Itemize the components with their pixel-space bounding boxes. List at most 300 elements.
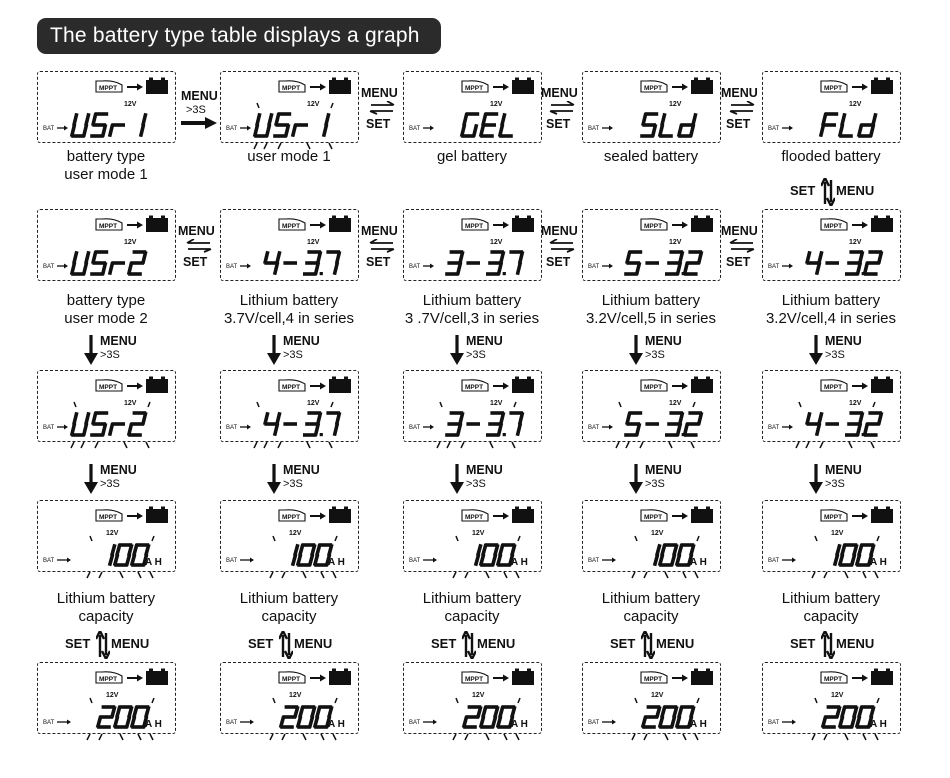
- enter-r4-4-label: MENU >3S: [645, 463, 682, 490]
- caption-row2-5: [736, 292, 926, 328]
- voltage-label: 12V: [849, 400, 862, 407]
- bat-arrowhead-icon: [247, 126, 251, 131]
- lcd-row3-1-digit: [129, 413, 145, 435]
- bat-label: BAT: [43, 126, 55, 132]
- bat-label: BAT: [409, 720, 421, 726]
- charge-arrowhead-icon: [503, 513, 509, 520]
- lcd-row2-4: [582, 209, 721, 281]
- enter-r3-1-label: MENU >3S: [100, 334, 137, 361]
- lcd-row1-3: [403, 71, 542, 143]
- bat-label: BAT: [226, 126, 238, 132]
- battery-icon: [871, 216, 893, 233]
- voltage-label: 12V: [307, 101, 320, 108]
- battery-icon: [512, 216, 534, 233]
- battery-icon: [146, 507, 168, 524]
- switch-r2-d-top-label: MENU: [721, 224, 758, 238]
- mppt-label: MPPT: [99, 514, 118, 521]
- lcd-row4-2-digit: [298, 545, 314, 565]
- bat-label: BAT: [409, 264, 421, 270]
- voltage-label: 12V: [849, 239, 862, 246]
- lcd-row3-5-digit: [847, 413, 862, 435]
- lcd-row5-4: [582, 662, 721, 734]
- lcd-row2-2-digit: [328, 252, 339, 273]
- mppt-label: MPPT: [824, 514, 843, 521]
- lcd-row2-5-digit: [865, 252, 881, 274]
- lcd-row4-5-digit: [835, 546, 839, 564]
- voltage-label: 12V: [289, 530, 302, 537]
- charge-arrowhead-icon: [503, 383, 509, 390]
- loop-flooded-toggle-arrow-icon: [821, 178, 835, 206]
- amp-hour-unit: A H: [690, 557, 707, 568]
- lcd-row2-3: [403, 209, 542, 281]
- menu-hold-label: MENU: [181, 89, 218, 103]
- lcd-row1-1-digit: [141, 115, 145, 135]
- battery-icon: [691, 507, 713, 524]
- blink-indicator-icon: [453, 536, 520, 578]
- lcd-row1-2-digit: [255, 115, 271, 136]
- caption-row1-2: [194, 148, 384, 166]
- bat-arrowhead-icon: [433, 558, 437, 563]
- hold-time-label: >3S: [645, 349, 665, 361]
- caption-row4-2: [194, 590, 384, 626]
- amp-hour-unit: A H: [328, 557, 345, 568]
- voltage-label: 12V: [106, 692, 119, 699]
- battery-icon: [512, 78, 534, 95]
- bat-arrowhead-icon: [247, 425, 251, 430]
- lcd-row3-2-digit: [305, 413, 320, 435]
- battery-icon: [146, 669, 168, 686]
- lcd-row1-4: [582, 71, 721, 143]
- lcd-row2-4-digit: [667, 252, 682, 274]
- lcd-row4-4: [582, 500, 721, 572]
- lcd-row5-4-digit: [660, 707, 676, 727]
- lcd-row2-1: [37, 209, 176, 281]
- charge-arrowhead-icon: [682, 84, 688, 91]
- lcd-row1-4-digit: [660, 115, 671, 136]
- lcd-row3-2-digit: [265, 414, 279, 434]
- mppt-label: MPPT: [644, 676, 663, 683]
- lcd-row4-3-digit: [481, 545, 497, 565]
- bat-label: BAT: [768, 425, 780, 431]
- blink-indicator-icon: [270, 536, 337, 578]
- lcd-row1-2: [220, 71, 359, 143]
- bat-arrowhead-icon: [67, 558, 71, 563]
- mppt-label: MPPT: [824, 85, 843, 92]
- bat-arrowhead-icon: [64, 425, 68, 430]
- charge-arrowhead-icon: [862, 675, 868, 682]
- hold-time-label: >3S: [283, 349, 303, 361]
- charge-arrowhead-icon: [862, 84, 868, 91]
- charge-arrowhead-icon: [320, 383, 326, 390]
- battery-icon: [691, 377, 713, 394]
- lcd-row5-5-digit: [840, 707, 856, 727]
- lcd-row1-5-digit: [821, 114, 836, 135]
- lcd-row1-1-digit: [72, 115, 88, 136]
- capacity-toggle-2-menu-label: MENU: [294, 636, 333, 651]
- enter-r4-1-label: MENU >3S: [100, 463, 137, 490]
- caption-row1-4: [556, 148, 746, 166]
- capacity-toggle-5-menu-label: MENU: [836, 636, 875, 651]
- mppt-label: MPPT: [282, 384, 301, 391]
- bat-arrowhead-icon: [792, 558, 796, 563]
- lcd-row4-2-digit: [293, 546, 297, 564]
- caption-row1-1-line: user mode 1: [64, 166, 148, 183]
- lcd-row2-2: [220, 209, 359, 281]
- battery-icon: [871, 78, 893, 95]
- blink-indicator-icon: [812, 536, 879, 578]
- lcd-row2-1-digit: [72, 253, 88, 274]
- lcd-row1-5-digit: [859, 115, 875, 136]
- lcd-row2-5-digit: [807, 253, 821, 273]
- hold-time-label: >3S: [645, 478, 665, 490]
- capacity-toggle-2-set-label: SET: [248, 636, 274, 651]
- lcd-row1-4-graphic: [583, 72, 722, 144]
- lcd-row3-1-digit: [92, 413, 106, 435]
- bat-arrowhead-icon: [430, 126, 434, 131]
- bat-label: BAT: [226, 425, 238, 431]
- lcd-row1-3-digit: [500, 115, 511, 136]
- battery-icon: [329, 377, 351, 394]
- lcd-row1-3-digit: [481, 114, 496, 136]
- lcd-row3-5: [762, 370, 901, 442]
- capacity-toggle-1-set-label: SET: [65, 636, 91, 651]
- lcd-row4-4-digit: [660, 545, 676, 565]
- mppt-label: MPPT: [465, 85, 484, 92]
- lcd-row2-1-digit: [110, 263, 123, 273]
- capacity-toggle-4-toggle-arrow-icon: [641, 631, 655, 659]
- lcd-row3-3: [403, 370, 542, 442]
- mppt-label: MPPT: [644, 384, 663, 391]
- switch-r1-a-top-label: MENU: [361, 86, 398, 100]
- enter-r3-5-down-arrow-icon: [809, 335, 823, 365]
- voltage-label: 12V: [669, 239, 682, 246]
- charge-arrowhead-icon: [320, 84, 326, 91]
- battery-icon: [691, 78, 713, 95]
- amp-hour-unit: A H: [145, 557, 162, 568]
- caption-row2-3-line: 3 .7V/cell,3 in series: [404, 310, 540, 327]
- bat-arrowhead-icon: [789, 126, 793, 131]
- switch-r1-b-bottom-label: SET: [546, 117, 571, 131]
- bat-label: BAT: [768, 264, 780, 270]
- enter-r4-5-down-arrow-icon: [809, 464, 823, 494]
- lcd-row4-4-digit: [655, 546, 659, 564]
- lcd-row3-1-graphic: [38, 371, 177, 443]
- lcd-row1-3-digit: [462, 114, 477, 136]
- enter-r4-2-down-arrow-icon: [267, 464, 281, 494]
- lcd-row1-2-digit: [275, 114, 289, 136]
- capacity-toggle-4-menu-label: MENU: [656, 636, 695, 651]
- charge-arrowhead-icon: [682, 383, 688, 390]
- capacity-toggle-1-toggle-arrow-icon: [96, 631, 110, 659]
- enter-arrow-icon: [181, 117, 217, 129]
- lcd-row3-2-graphic: [221, 371, 360, 443]
- battery-icon: [871, 507, 893, 524]
- charge-arrowhead-icon: [137, 675, 143, 682]
- lcd-row1-5-graphic: [763, 72, 902, 144]
- lcd-row2-5-graphic: [763, 210, 902, 282]
- lcd-row2-4-digit: [685, 252, 701, 274]
- lcd-row3-3-decimal-point: [503, 433, 506, 436]
- bat-label: BAT: [43, 264, 55, 270]
- switch-r2-d-bottom-label: SET: [726, 255, 751, 269]
- caption-row4-2-line: Lithium battery: [239, 590, 339, 607]
- lcd-row1-1-digit: [110, 125, 123, 135]
- lcd-row3-4-digit: [626, 413, 640, 435]
- caption-row1-1: [11, 148, 201, 184]
- caption-row4-5: [736, 590, 926, 626]
- bat-arrowhead-icon: [609, 126, 613, 131]
- charge-arrowhead-icon: [137, 222, 143, 229]
- lcd-row5-5-graphic: [763, 663, 902, 735]
- lcd-row1-1: [37, 71, 176, 143]
- caption-row4-4-line: capacity: [623, 608, 679, 625]
- lcd-row1-2-graphic: [221, 72, 360, 144]
- bat-arrowhead-icon: [64, 126, 68, 131]
- lcd-row3-5-digit: [807, 414, 821, 434]
- lcd-row4-5-digit: [840, 545, 856, 565]
- bat-label: BAT: [768, 720, 780, 726]
- caption-row1-1-line: battery type: [66, 148, 146, 165]
- enter-r3-3-down-arrow-icon: [450, 335, 464, 365]
- battery-icon: [512, 507, 534, 524]
- voltage-label: 12V: [490, 400, 503, 407]
- caption-row4-1-line: Lithium battery: [56, 590, 156, 607]
- enter-r4-1-down-arrow-icon: [84, 464, 98, 494]
- voltage-label: 12V: [307, 400, 320, 407]
- lcd-row3-1-digit: [72, 414, 88, 435]
- bat-label: BAT: [43, 425, 55, 431]
- enter-r4-2-label: MENU >3S: [283, 463, 320, 490]
- battery-icon: [691, 216, 713, 233]
- switch-r1-b-swap-arrow-icon: [549, 101, 577, 115]
- caption-row1-3-line: gel battery: [436, 148, 508, 165]
- voltage-label: 12V: [124, 239, 137, 246]
- voltage-label: 12V: [106, 530, 119, 537]
- hold-time-label: >3S: [466, 478, 486, 490]
- voltage-label: 12V: [490, 101, 503, 108]
- caption-row1-2-line: user mode 1: [247, 148, 331, 165]
- bat-label: BAT: [588, 264, 600, 270]
- blink-indicator-icon: [87, 536, 154, 578]
- lcd-row4-5: [762, 500, 901, 572]
- bat-label: BAT: [409, 126, 421, 132]
- mppt-label: MPPT: [99, 384, 118, 391]
- caption-row4-1-line: capacity: [78, 608, 134, 625]
- mppt-label: MPPT: [465, 676, 484, 683]
- lcd-row5-4-digit: [643, 707, 659, 727]
- caption-row2-4-line: 3.2V/cell,5 in series: [585, 310, 717, 327]
- lcd-row2-5: [762, 209, 901, 281]
- capacity-toggle-3-toggle-arrow-icon: [462, 631, 476, 659]
- amp-hour-unit: A H: [870, 719, 887, 730]
- caption-row4-5-line: Lithium battery: [781, 590, 881, 607]
- bat-label: BAT: [43, 558, 55, 564]
- lcd-row3-2: [220, 370, 359, 442]
- voltage-label: 12V: [651, 692, 664, 699]
- lcd-row3-4-digit: [667, 413, 682, 435]
- enter-r3-4-label: MENU >3S: [645, 334, 682, 361]
- lcd-row1-2-digit: [324, 115, 328, 135]
- battery-icon: [691, 669, 713, 686]
- bat-arrowhead-icon: [612, 720, 616, 725]
- voltage-label: 12V: [124, 400, 137, 407]
- mppt-label: MPPT: [282, 514, 301, 521]
- mppt-label: MPPT: [465, 514, 484, 521]
- switch-r2-c-bottom-label: SET: [546, 255, 571, 269]
- lcd-row3-3-graphic: [404, 371, 543, 443]
- capacity-toggle-3-set-label: SET: [431, 636, 457, 651]
- caption-row2-1: [11, 292, 201, 328]
- charge-arrowhead-icon: [137, 84, 143, 91]
- caption-row1-5: [736, 148, 926, 166]
- lcd-row5-5: [762, 662, 901, 734]
- lcd-row4-1-digit: [115, 545, 131, 565]
- caption-row2-1-line: user mode 2: [64, 310, 148, 327]
- enter-r4-3-label: MENU >3S: [466, 463, 503, 490]
- lcd-row2-5-digit: [847, 252, 862, 274]
- caption-row1-3: [377, 148, 567, 166]
- voltage-label: 12V: [472, 530, 485, 537]
- charge-arrowhead-icon: [503, 675, 509, 682]
- lcd-row2-1-digit: [92, 252, 106, 274]
- blink-indicator-icon: [87, 698, 154, 740]
- bat-arrowhead-icon: [609, 264, 613, 269]
- charge-arrowhead-icon: [503, 84, 509, 91]
- bat-arrowhead-icon: [250, 558, 254, 563]
- caption-row2-4-line: Lithium battery: [601, 292, 701, 309]
- bat-arrowhead-icon: [430, 264, 434, 269]
- charge-arrowhead-icon: [862, 222, 868, 229]
- hold-time-label: >3S: [466, 349, 486, 361]
- lcd-row5-5-digit: [823, 707, 839, 727]
- lcd-row2-2-digit: [265, 253, 279, 273]
- switch-r2-b-swap-arrow-icon: [369, 239, 397, 253]
- mppt-label: MPPT: [465, 223, 484, 230]
- voltage-label: 12V: [307, 239, 320, 246]
- switch-r1-c-swap-arrow-icon: [729, 101, 757, 115]
- bat-arrowhead-icon: [789, 425, 793, 430]
- charge-arrowhead-icon: [503, 222, 509, 229]
- lcd-row3-1: [37, 370, 176, 442]
- lcd-row3-5-graphic: [763, 371, 902, 443]
- lcd-row4-3-graphic: [404, 501, 543, 573]
- switch-r1-a-bottom-label: SET: [366, 117, 391, 131]
- capacity-toggle-2-toggle-arrow-icon: [279, 631, 293, 659]
- battery-icon: [871, 377, 893, 394]
- lcd-row4-1-digit: [110, 546, 114, 564]
- voltage-label: 12V: [831, 692, 844, 699]
- lcd-row5-3-digit: [464, 707, 480, 727]
- switch-r1-b-top-label: MENU: [541, 86, 578, 100]
- charge-arrowhead-icon: [862, 513, 868, 520]
- enter-r3-2-label: MENU >3S: [283, 334, 320, 361]
- lcd-row1-1-digit: [92, 114, 106, 136]
- hold-time-label: >3S: [100, 478, 120, 490]
- bat-label: BAT: [588, 126, 600, 132]
- switch-r2-c-top-label: MENU: [541, 224, 578, 238]
- mppt-label: MPPT: [644, 514, 663, 521]
- bat-label: BAT: [226, 264, 238, 270]
- lcd-row5-4-graphic: [583, 663, 722, 735]
- caption-row2-5-line: Lithium battery: [781, 292, 881, 309]
- amp-hour-unit: A H: [328, 719, 345, 730]
- lcd-row2-2-graphic: [221, 210, 360, 282]
- mppt-label: MPPT: [644, 223, 663, 230]
- lcd-row4-3: [403, 500, 542, 572]
- charge-arrowhead-icon: [137, 383, 143, 390]
- lcd-row5-1-digit: [98, 707, 114, 727]
- lcd-row3-3-digit: [447, 413, 462, 435]
- voltage-label: 12V: [124, 101, 137, 108]
- voltage-label: 12V: [651, 530, 664, 537]
- lcd-row2-3-graphic: [404, 210, 543, 282]
- voltage-label: 12V: [289, 692, 302, 699]
- battery-icon: [329, 669, 351, 686]
- caption-row2-2-line: Lithium battery: [239, 292, 339, 309]
- enter-r4-4-down-arrow-icon: [629, 464, 643, 494]
- battery-icon: [329, 78, 351, 95]
- caption-row1-5-line: flooded battery: [781, 148, 881, 165]
- switch-r1-c-bottom-label: SET: [726, 117, 751, 131]
- lcd-row1-5-digit: [840, 115, 851, 136]
- blink-indicator-icon: [632, 536, 699, 578]
- bat-label: BAT: [226, 720, 238, 726]
- lcd-row3-1-digit: [110, 424, 123, 434]
- charge-arrowhead-icon: [320, 513, 326, 520]
- hold-time-label: >3S: [825, 478, 845, 490]
- mppt-label: MPPT: [824, 384, 843, 391]
- lcd-row5-2-digit: [298, 707, 314, 727]
- bat-arrowhead-icon: [67, 720, 71, 725]
- lcd-row3-2-digit: [328, 413, 339, 434]
- bat-arrowhead-icon: [250, 720, 254, 725]
- lcd-row3-4-graphic: [583, 371, 722, 443]
- caption-row2-2-line: 3.7V/cell,4 in series: [223, 310, 355, 327]
- mppt-label: MPPT: [99, 85, 118, 92]
- bat-label: BAT: [43, 720, 55, 726]
- mppt-label: MPPT: [465, 384, 484, 391]
- caption-row2-1-line: battery type: [66, 292, 146, 309]
- lcd-row2-3-decimal-point: [503, 272, 506, 275]
- charge-arrowhead-icon: [137, 513, 143, 520]
- blink-indicator-icon: [812, 698, 879, 740]
- hold-time-label: >3S: [283, 478, 303, 490]
- mppt-label: MPPT: [282, 676, 301, 683]
- mppt-label: MPPT: [99, 676, 118, 683]
- bat-label: BAT: [226, 558, 238, 564]
- enter-r4-5-label: MENU >3S: [825, 463, 862, 490]
- battery-icon: [329, 507, 351, 524]
- lcd-row5-1: [37, 662, 176, 734]
- amp-hour-unit: A H: [511, 557, 528, 568]
- mppt-label: MPPT: [824, 676, 843, 683]
- lcd-row2-4-graphic: [583, 210, 722, 282]
- blink-indicator-icon: [270, 698, 337, 740]
- amp-hour-unit: A H: [690, 719, 707, 730]
- caption-row4-3-line: capacity: [444, 608, 500, 625]
- charge-arrowhead-icon: [862, 383, 868, 390]
- voltage-label: 12V: [669, 400, 682, 407]
- battery-icon: [512, 669, 534, 686]
- lcd-row5-2-digit: [281, 707, 297, 727]
- lcd-row2-3-digit: [511, 252, 522, 273]
- switch-r2-b-bottom-label: SET: [366, 255, 391, 269]
- charge-arrowhead-icon: [682, 222, 688, 229]
- switch-r1-a-swap-arrow-icon: [369, 101, 397, 115]
- lcd-row5-1-digit: [115, 707, 131, 727]
- enter-r3-2-down-arrow-icon: [267, 335, 281, 365]
- lcd-row3-3-digit: [488, 413, 503, 435]
